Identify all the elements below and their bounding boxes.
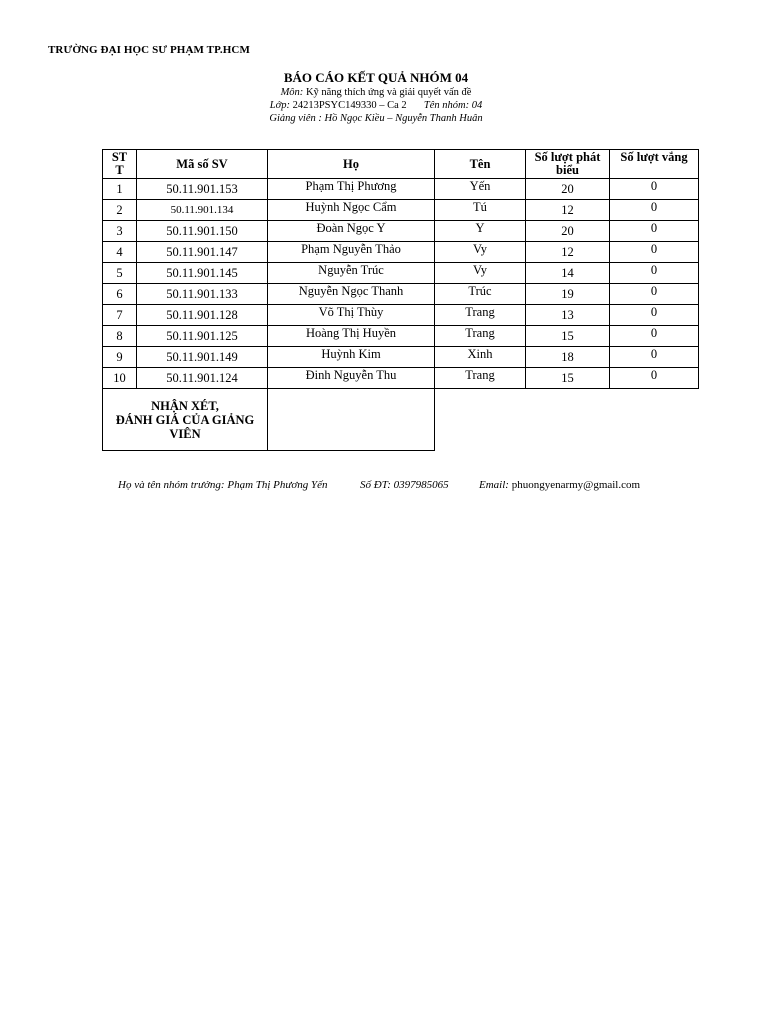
row-last-name: Huỳnh Ngọc Cẩm [268, 200, 435, 221]
row-absent-count: 0 [610, 263, 699, 284]
results-table [102, 149, 699, 451]
header-first-name: Tên [435, 150, 526, 179]
table-row [103, 347, 699, 368]
row-speak-count: 20 [526, 179, 610, 200]
row-student-id: 50.11.901.153 [137, 179, 268, 200]
email-value: phuongyenarmy@gmail.com [511, 479, 641, 491]
row-stt: 10 [103, 368, 137, 389]
row-student-id: 50.11.901.149 [137, 347, 268, 368]
subject-line [0, 86, 768, 99]
row-first-name: Yến [435, 179, 526, 200]
lecturer-label: Giảng viên : [269, 113, 322, 124]
row-last-name: Võ Thị Thùy [268, 305, 435, 326]
row-speak-count: 18 [526, 347, 610, 368]
header-speak-count [526, 150, 610, 179]
row-student-id: 50.11.901.133 [137, 284, 268, 305]
table-row [103, 200, 699, 221]
group-value: 04 [471, 100, 483, 111]
row-stt: 1 [103, 179, 137, 200]
table-row [103, 221, 699, 242]
row-last-name: Đoàn Ngọc Y [268, 221, 435, 242]
leader-info [118, 479, 360, 491]
school-name: TRƯỜNG ĐẠI HỌC SƯ PHẠM TP.HCM [48, 44, 250, 56]
row-absent-count: 0 [610, 305, 699, 326]
table-row [103, 305, 699, 326]
row-absent-count: 0 [610, 200, 699, 221]
row-stt: 7 [103, 305, 137, 326]
class-line [0, 99, 768, 112]
email-info [479, 479, 640, 491]
row-stt: 5 [103, 263, 137, 284]
row-student-id: 50.11.901.128 [137, 305, 268, 326]
row-last-name: Phạm Nguyễn Thảo [268, 242, 435, 263]
class-value: 24213PSYC149330 – Ca 2 [292, 100, 407, 111]
row-student-id: 50.11.901.147 [137, 242, 268, 263]
row-last-name: Nguyễn Trúc [268, 263, 435, 284]
row-first-name: Trang [435, 305, 526, 326]
row-absent-count: 0 [610, 242, 699, 263]
row-last-name: Đinh Nguyễn Thu [268, 368, 435, 389]
row-stt: 2 [103, 200, 137, 221]
row-stt: 9 [103, 347, 137, 368]
row-absent-count: 0 [610, 347, 699, 368]
leader-label: Họ và tên nhóm trưởng: [118, 479, 225, 491]
leader-value: Phạm Thị Phương Yến [227, 479, 328, 491]
row-first-name: Tú [435, 200, 526, 221]
lecturer-value: Hồ Ngọc Kiều – Nguyễn Thanh Huân [324, 113, 483, 124]
row-stt: 3 [103, 221, 137, 242]
row-speak-count: 20 [526, 221, 610, 242]
table-row [103, 368, 699, 389]
row-stt: 4 [103, 242, 137, 263]
row-first-name: Vy [435, 242, 526, 263]
header-stt [103, 150, 137, 179]
row-absent-count: 0 [610, 284, 699, 305]
subject-value: Kỹ năng thích ứng và giải quyết vấn đề [305, 87, 472, 98]
email-label: Email: [479, 479, 509, 491]
comment-label [103, 389, 268, 451]
row-first-name: Trúc [435, 284, 526, 305]
group-label: Tên nhóm: [423, 100, 470, 111]
header-last-name: Họ [268, 150, 435, 179]
comment-label-line2: ĐÁNH GIÁ CỦA GIẢNG [115, 412, 255, 427]
table-row [103, 263, 699, 284]
header-speak-line2: biểu [556, 163, 579, 177]
comment-label-line3: VIÊN [169, 426, 201, 441]
comment-label-line1: NHẬN XÉT, [151, 398, 219, 413]
table-row [103, 179, 699, 200]
table-row [103, 284, 699, 305]
table-header-row [103, 150, 699, 179]
phone-label: Số ĐT: [360, 479, 391, 491]
row-absent-count: 0 [610, 179, 699, 200]
row-stt: 8 [103, 326, 137, 347]
class-label: Lớp: [269, 100, 290, 111]
report-title: BÁO CÁO KẾT QUẢ NHÓM 04 [283, 70, 469, 85]
row-first-name: Vy [435, 263, 526, 284]
header-student-id: Mã số SV [137, 150, 268, 179]
phone-value: 0397985065 [393, 479, 449, 491]
row-speak-count: 12 [526, 200, 610, 221]
subject-label: Môn: [280, 87, 304, 98]
row-last-name: Phạm Thị Phương [268, 179, 435, 200]
row-first-name: Trang [435, 326, 526, 347]
row-speak-count: 19 [526, 284, 610, 305]
row-speak-count: 14 [526, 263, 610, 284]
row-absent-count: 0 [610, 221, 699, 242]
row-student-id: 50.11.901.125 [137, 326, 268, 347]
header-speak-line1: Số lượt phát [534, 150, 601, 164]
row-last-name: Nguyễn Ngọc Thanh [268, 284, 435, 305]
row-student-id: 50.11.901.134 [137, 200, 268, 221]
row-student-id: 50.11.901.145 [137, 263, 268, 284]
lecturer-line [0, 112, 768, 125]
row-first-name: Y [435, 221, 526, 242]
header-absent-count: Số lượt vắng [610, 150, 699, 179]
row-speak-count: 15 [526, 368, 610, 389]
comment-value [268, 389, 435, 451]
table-row [103, 326, 699, 347]
row-last-name: Huỳnh Kim [268, 347, 435, 368]
table-row [103, 242, 699, 263]
row-stt: 6 [103, 284, 137, 305]
row-speak-count: 15 [526, 326, 610, 347]
footer-contact [118, 479, 738, 491]
row-first-name: Xinh [435, 347, 526, 368]
row-student-id: 50.11.901.150 [137, 221, 268, 242]
row-speak-count: 13 [526, 305, 610, 326]
header-stt-line2: T [115, 163, 124, 177]
row-absent-count: 0 [610, 368, 699, 389]
row-absent-count: 0 [610, 326, 699, 347]
comment-row [103, 389, 699, 451]
row-student-id: 50.11.901.124 [137, 368, 268, 389]
row-speak-count: 12 [526, 242, 610, 263]
row-first-name: Trang [435, 368, 526, 389]
phone-info [360, 479, 479, 491]
row-last-name: Hoàng Thị Huyền [268, 326, 435, 347]
header-stt-line1: ST [111, 150, 128, 164]
report-header [0, 70, 768, 125]
